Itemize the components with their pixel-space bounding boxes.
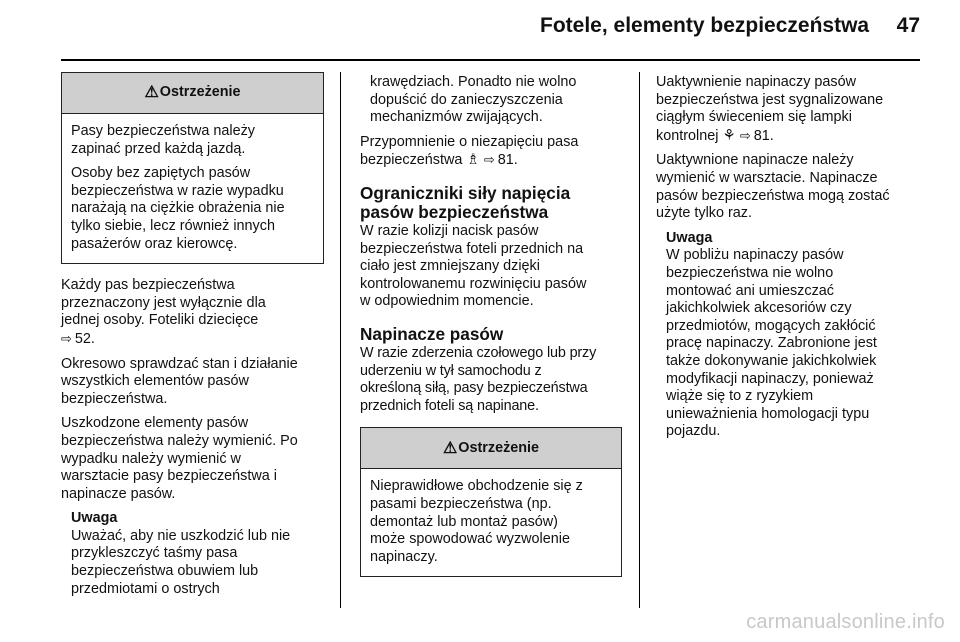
- column-divider: [639, 72, 640, 608]
- note-block: [656, 230, 926, 441]
- reference-arrow-icon: ⇨: [739, 127, 751, 143]
- body-paragraph: W razie zderzenia czołowego lub przy uderzeniu w tył samochodu z określoną siłą, pasy bezpieczeństwa przednich foteli są napinane.: [360, 344, 597, 414]
- body-paragraph: Przypomnienie o niezapięciu pasa bezpieczeństwa ♗ ⇨ 81.: [360, 133, 579, 169]
- section-heading: Ograniczniki siły napięcia pasów bezpieczeństwa: [360, 182, 571, 222]
- warning-title: Ostrzeżenie: [159, 84, 241, 101]
- cross-reference-link[interactable]: ⇨ 52.: [61, 330, 95, 347]
- page-number: 47: [896, 14, 920, 37]
- warning-box: [360, 427, 622, 577]
- watermark: carmanualsonline.info: [746, 611, 945, 633]
- body-paragraph: Uszkodzone elementy pasów bezpieczeństwa należy wymienić. Po wypadku należy wymienić w warsztacie pasy bezpieczeństwa i napinacze pasów.: [61, 415, 298, 502]
- warning-title: Ostrzeżenie: [458, 439, 540, 456]
- note-title: Uwaga: [71, 510, 118, 527]
- warning-text: Osoby bez zapiętych pasów bezpieczeństwa w razie wypadku narażają na ciężkie obrażenia nie tylko siebie, lecz również innych pasażerów oraz kierowcę.: [71, 165, 285, 252]
- warning-text: Nieprawidłowe obchodzenie się z pasami bezpieczeństwa (np. demontaż lub montaż pasów) może spowodować wyzwolenie napinaczy.: [370, 478, 583, 565]
- seatbelt-reminder-icon: ♗: [466, 151, 480, 169]
- body-paragraph: Każdy pas bezpieczeństwa przeznaczony jest wyłącznie dla jednej osoby. Foteliki dziecięce ⇨ 52.: [61, 277, 266, 347]
- body-paragraph: W razie kolizji nacisk pasów bezpieczeństwa foteli przednich na ciało jest zmniejszany dzięki kontrolowanemu rozwinięciu pasów w odpowiednim momencie.: [360, 222, 587, 310]
- warning-body: [62, 114, 323, 263]
- note-continuation: krawędziach. Ponadto nie wolno dopuścić do zanieczyszczenia mechanizmów zwijających.: [370, 74, 577, 126]
- body-paragraph: Okresowo sprawdzać stan i działanie wszystkich elementów pasów bezpieczeństwa.: [61, 355, 298, 407]
- note-text: Uważać, aby nie uszkodzić lub nie przykleszczyć taśmy pasa bezpieczeństwa obuwiem lub przedmiotami o ostrych: [71, 527, 291, 597]
- note-block: [61, 510, 324, 598]
- warning-body: [361, 469, 621, 576]
- reference-arrow-icon: ⇨: [483, 152, 495, 168]
- body-paragraph: Uaktywnione napinacze należy wymienić w warsztacie. Napinacze pasów bezpieczeństwa mogą zostać użyte tylko raz.: [656, 152, 890, 222]
- warning-triangle-icon: ⚠: [144, 84, 159, 102]
- header-rule: [61, 59, 920, 61]
- warning-header: [361, 428, 621, 469]
- column-middle: [360, 74, 622, 577]
- airbag-warning-lamp-icon: ⚘: [722, 126, 736, 144]
- column-left: [61, 72, 324, 598]
- warning-triangle-icon: ⚠: [442, 439, 458, 457]
- cross-reference-link[interactable]: ⇨ 81.: [739, 127, 774, 144]
- column-right: [656, 74, 926, 441]
- body-paragraph: Uaktywnienie napinaczy pasów bezpieczeństwa jest sygnalizowane ciągłym świeceniem się lampki kontrolnej ⚘ ⇨ 81.: [656, 74, 884, 144]
- note-text: W pobliżu napinaczy pasów bezpieczeństwa nie wolno montować ani umieszczać jakichkolwiek akcesoriów czy przedmiotów, mogących zakłócić pracę napinaczy. Zabronione jest także dokonywanie jakichkolwiek modyfikacji napinaczy, ponieważ wiąże się to z ryzykiem unieważnienia homologacji typu pojazdu.: [666, 247, 877, 440]
- warning-text: Pasy bezpieczeństwa należy zapinać przed każdą jazdą.: [71, 123, 255, 157]
- warning-box: [61, 72, 324, 264]
- section-heading: Napinacze pasów: [360, 323, 504, 344]
- warning-header: [62, 73, 323, 114]
- cross-reference-link[interactable]: ⇨ 81.: [483, 152, 518, 169]
- column-divider: [340, 72, 341, 608]
- page-title: Fotele, elementy bezpieczeństwa: [540, 14, 870, 37]
- note-title: Uwaga: [666, 229, 713, 246]
- reference-arrow-icon: ⇨: [61, 330, 72, 346]
